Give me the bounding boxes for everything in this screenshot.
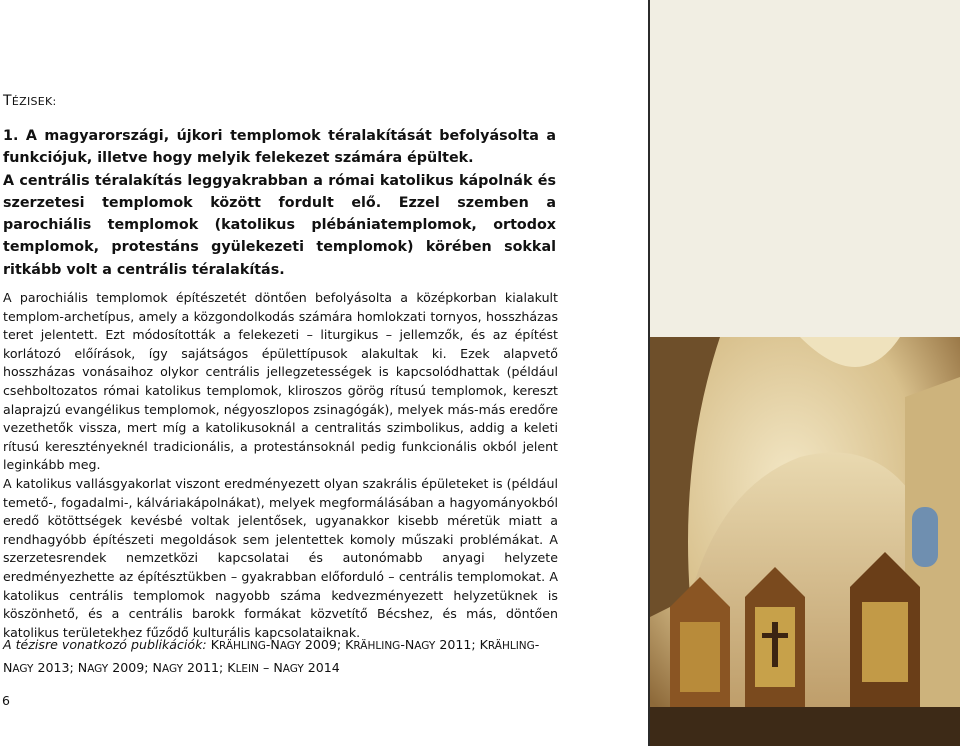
body-text [3,289,558,642]
publications-line [3,634,563,680]
body-paragraph: A parochiális templomok építészetét döntően befolyásolta a középkorban kialakult templom-archetípus, amely a közgondolkodás számára homlokzati tornyos, hosszházas teret jelentett. Ezt módosították a felekezeti – liturgikus – jellemzők, és az építést korlátozó előírások, így sajátságos épülettípusok alakultak ki. Ezek alapvető hosszházas vonásaihoz olykor centrális jellegzetességek is kapcsolódhattak (például csehboltozatos római katolikus templomok, kliroszos görög rítusú templomok, kereszt alaprajzú evangélikus templomok, négyoszlopos zsinagógák), melyek más-más eredőre vezethetők vissza, mert míg a katolikusoknál a centralitás szimbolikus, addig a keleti rítusú keresztényeknél tradicionális, a protestánsoknál pedig funkcionális okból jelent leginkább meg. [3,290,558,473]
thesis-point: 1. A magyarországi, újkori templomok téralakítását befolyásolta a funkciójuk, illetve hogy melyik felekezet számára épültek. [3,128,556,167]
publications-intro: A tézisre vonatkozó publikációk: [3,637,207,652]
body-paragraph: A katolikus vallásgyakorlat viszont eredményezett olyan szakrális épületeket is (például temető-, fogadalmi-, kálváriakápolnákat), melyek megformálásában a hagyományokból eredő kötöttségek kevésbé voltak jelentősek, ugyanakkor kisebb méretük miatt a rendhagyóbb építészeti megoldások sem jelentettek komoly műszaki problémákat. A szerzetesrendek nemzetközi kapcsolatai és autonómabb anyagi helyzete eredményezhette az építésztükben – gyakrabban előforduló – centrális templomokat. A katolikus centrális templomok nagyobb száma kedvezményezett helyzetüknek is köszönhető, és a centrális barokk formákat közvetítő Bécshez, és más, döntően katolikus területekhez fűződő kulturális kapcsolataiknak. [3,475,558,640]
reference: KRÄHLING-NAGY 2009; [210,637,342,652]
section-heading: TÉZISEK: [3,93,57,109]
page-number: 6 [2,693,10,708]
reference: KRÄHLING-NAGY 2013; NAGY 2009; NAGY 2011; KLEIN – NAGY 2014 [3,637,540,675]
thesis-explanation: A centrális téralakítás leggyakrabban a római katolikus kápolnák és szerzetesi templomok között fordult elő. Ezzel szemben a parochiális templomok (katolikus plébániatemplomok, ortodox templomok, protestáns gyülekezeti templomok) körében sokkal ritkább volt a centrális téralakítás. [3,172,556,278]
church-interior-photo [650,337,960,746]
thesis-statement [3,125,556,281]
reference: KRÄHLING-NAGY 2011; [345,637,476,652]
